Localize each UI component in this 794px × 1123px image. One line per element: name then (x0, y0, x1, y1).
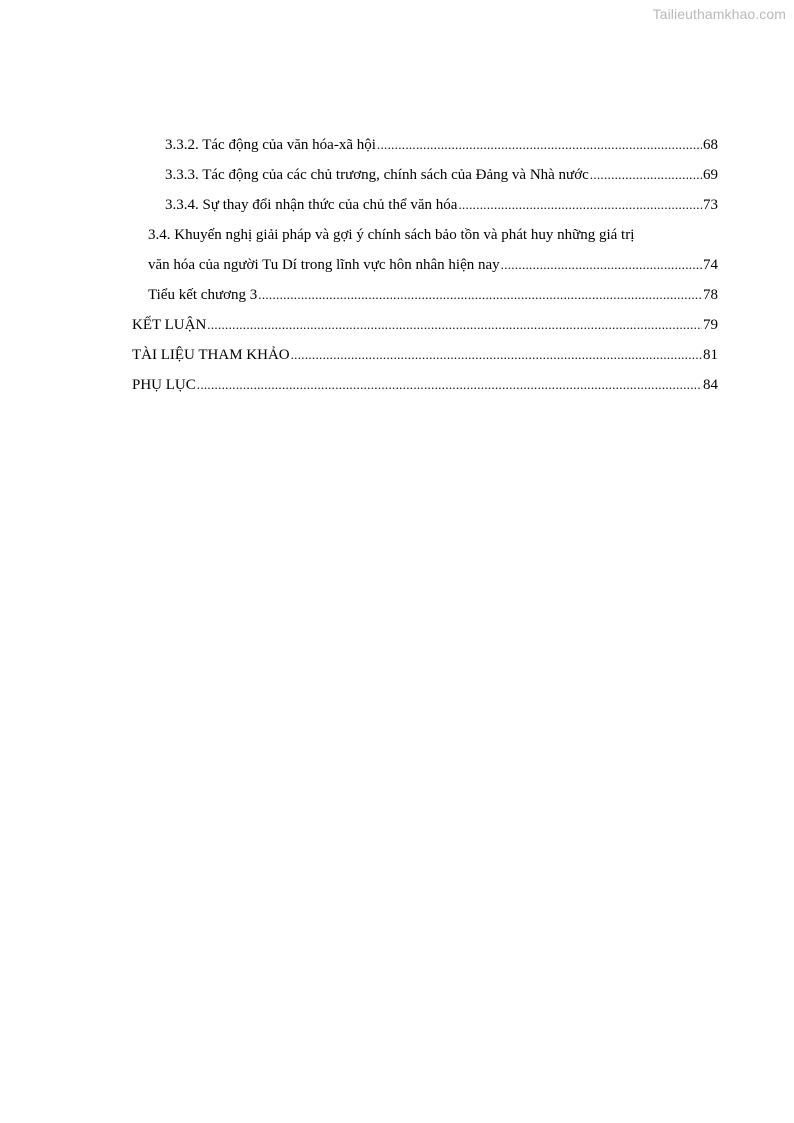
toc-entry-title: 3.3.3. Tác động của các chủ trương, chính sách của Đảng và Nhà nước (165, 167, 589, 183)
toc-entry-title-line2: văn hóa của người Tu Dí trong lĩnh vực hôn nhân hiện nay (148, 257, 500, 273)
toc-entry-title: 3.3.2. Tác động của văn hóa-xã hội (165, 137, 376, 153)
toc-entry-page: 79 (703, 317, 718, 333)
toc-entry-page: 69 (703, 167, 718, 183)
toc-entry-tai-lieu-tham-khao[interactable] (132, 340, 718, 370)
toc-entry-tieu-ket-chuong-3[interactable] (148, 280, 718, 310)
toc-entry-title: PHỤ LỤC (132, 377, 196, 393)
table-of-contents (132, 130, 718, 400)
toc-entry-phu-luc[interactable] (132, 370, 718, 400)
toc-entry-title: TÀI LIỆU THAM KHẢO (132, 347, 290, 363)
dot-leader (501, 250, 702, 280)
toc-entry-3-4[interactable] (148, 220, 718, 280)
toc-entry-title: Tiểu kết chương 3 (148, 287, 258, 303)
toc-entry-page: 84 (703, 377, 718, 393)
toc-entry-page: 74 (703, 257, 718, 273)
dot-leader (197, 370, 702, 400)
watermark: Tailieuthamkhao.com (652, 6, 786, 22)
toc-entry-ket-luan[interactable] (132, 310, 718, 340)
toc-entry-title-line1: 3.4. Khuyến nghị giải pháp và gợi ý chính sách bảo tồn và phát huy những giá trị (148, 227, 635, 243)
toc-entry-page: 73 (703, 197, 718, 213)
toc-entry-page: 81 (703, 347, 718, 363)
toc-entry-title: KẾT LUẬN (132, 317, 207, 333)
toc-entry-3-3-4[interactable] (165, 190, 718, 220)
dot-leader (377, 130, 702, 160)
dot-leader (258, 280, 702, 310)
toc-entry-3-3-3[interactable] (165, 160, 718, 190)
dot-leader (590, 160, 702, 190)
dot-leader (291, 340, 702, 370)
dot-leader (207, 310, 702, 340)
toc-entry-title: 3.3.4. Sự thay đổi nhận thức của chủ thể văn hóa (165, 197, 458, 213)
toc-entry-3-3-2[interactable] (165, 130, 718, 160)
toc-entry-page: 78 (703, 287, 718, 303)
dot-leader (458, 190, 702, 220)
toc-entry-page: 68 (703, 137, 718, 153)
